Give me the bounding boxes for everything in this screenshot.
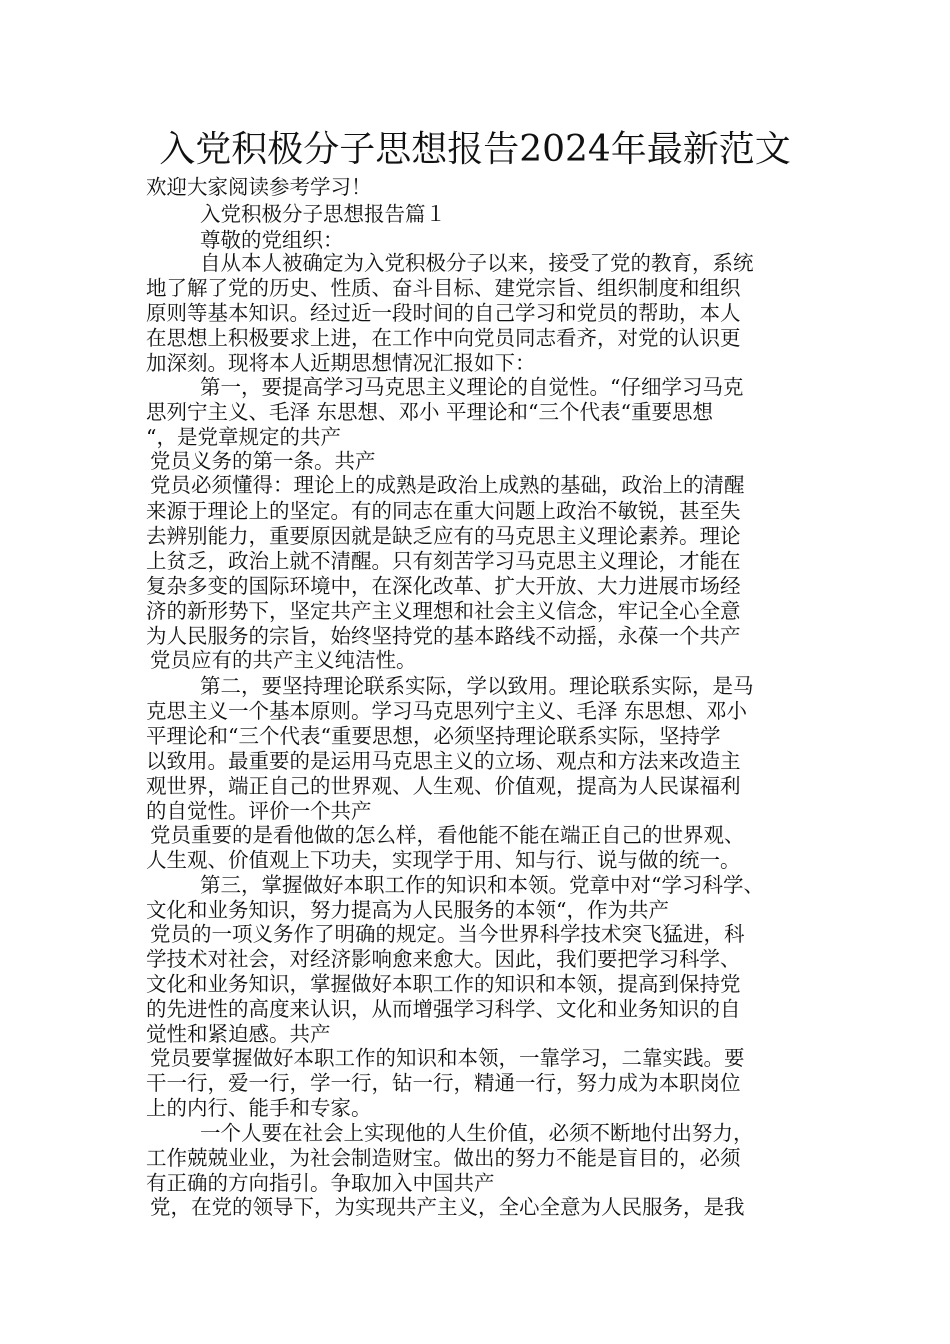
salutation: 尊敬的党组织： [200, 228, 344, 252]
paragraph-line: 地了解了党的历史、性质、奋斗目标、建党宗旨、组织制度和组织 [146, 276, 741, 300]
paragraph-line: 党员的一项义务作了明确的规定。当今世界科学技术突飞猛进，科 [150, 922, 745, 946]
paragraph-line: 来源于理论上的坚定。有的同志在重大问题上政治不敏锐，甚至失 [146, 499, 741, 523]
paragraph-line: 为人民服务的宗旨，始终坚持党的基本路线不动摇，永葆一个共产 [146, 624, 741, 648]
paragraph-line: 上贫乏，政治上就不清醒。只有刻苦学习马克思主义理论，才能在 [146, 549, 741, 573]
paragraph-line: 党员必须懂得：理论上的成熟是政治上成熟的基础，政治上的清醒 [150, 473, 745, 497]
paragraph-line: 上的内行、能手和专家。 [146, 1096, 372, 1120]
paragraph-line: 第三，掌握做好本职工作的知识和本领。党章中对“学习科学、 [200, 873, 764, 897]
paragraph-line: 在思想上积极要求上进，在工作中向党员同志看齐，对党的认识更 [146, 326, 741, 350]
paragraph-line: 文化和业务知识，掌握做好本职工作的知识和本领，提高到保持党 [146, 972, 741, 996]
paragraph-line: 复杂多变的国际环境中，在深化改革、扩大开放、大力进展市场经 [146, 574, 741, 598]
paragraph-line: 第二，要坚持理论联系实际，学以致用。理论联系实际，是马 [200, 674, 754, 698]
paragraph-line: 党员义务的第一条。共产 [150, 449, 376, 473]
paragraph-line: 工作兢兢业业，为社会制造财宝。做出的努力不能是盲目的，必须 [146, 1146, 741, 1170]
paragraph-line: 济的新形势下，坚定共产主义理想和社会主义信念，牢记全心全意 [146, 599, 741, 623]
paragraph-line: 观世界，端正自己的世界观、人生观、价值观，提高为人民谋福利 [146, 774, 741, 798]
paragraph-line: 思列宁主义、毛泽 东思想、邓小 平理论和“三个代表“重要思想 [146, 400, 713, 424]
paragraph-line: 以致用。最重要的是运用马克思主义的立场、观点和方法来改造主 [146, 749, 741, 773]
paragraph-line: 党员应有的共产主义纯洁性。 [150, 648, 417, 672]
paragraph-line: 第一，要提高学习马克思主义理论的自觉性。“仔细学习马克 [200, 375, 744, 399]
paragraph-line: 觉性和紧迫感。共产 [146, 1022, 331, 1046]
paragraph-line: 克思主义一个基本原则。学习马克思列宁主义、毛泽 东思想、邓小 [146, 699, 748, 723]
intro-line: 欢迎大家阅读参考学习！ [146, 175, 372, 199]
document-title: 入党积极分子思想报告2024年最新范文 [159, 129, 791, 170]
paragraph-line: 原则等基本知识。经过近一段时间的自己学习和党员的帮助，本人 [146, 301, 741, 325]
paragraph-line: 的自觉性。评价一个共产 [146, 799, 372, 823]
paragraph-line: 文化和业务知识，努力提高为人民服务的本领“，作为共产 [146, 898, 669, 922]
paragraph-line: 党，在党的领导下，为实现共产主义，全心全意为人民服务，是我 [150, 1195, 745, 1219]
paragraph-line: 去辨别能力，重要原因就是缺乏应有的马克思主义理论素养。理论 [146, 524, 741, 548]
paragraph-line: 干一行，爱一行，学一行，钻一行，精通一行，努力成为本职岗位 [146, 1071, 741, 1095]
paragraph-line: 的先进性的高度来认识，从而增强学习科学、文化和业务知识的自 [146, 997, 741, 1021]
paragraph-line: 人生观、价值观上下功夫，实现学于用、知与行、说与做的统一。 [146, 848, 741, 872]
paragraph-line: 党员要掌握做好本职工作的知识和本领，一靠学习，二靠实践。要 [150, 1046, 745, 1070]
paragraph-line: “，是党章规定的共产 [146, 425, 341, 449]
paragraph-line: 有正确的方向指引。争取加入中国共产 [146, 1171, 495, 1195]
paragraph-line: 平理论和“三个代表“重要思想，必须坚持理论联系实际，坚持学 [146, 724, 721, 748]
paragraph-line: 自从本人被确定为入党积极分子以来，接受了党的教育，系统 [200, 251, 754, 275]
paragraph-line: 学技术对社会，对经济影响愈来愈大。因此，我们要把学习科学、 [146, 947, 741, 971]
paragraph-line: 一个人要在社会上实现他的人生价值，必须不断地付出努力， [200, 1121, 754, 1145]
paragraph-line: 加深刻。现将本人近期思想情况汇报如下： [146, 351, 536, 375]
paragraph-line: 党员重要的是看他做的怎么样，看他能不能在端正自己的世界观、 [150, 823, 745, 847]
section-heading: 入党积极分子思想报告篇１ [200, 202, 446, 226]
